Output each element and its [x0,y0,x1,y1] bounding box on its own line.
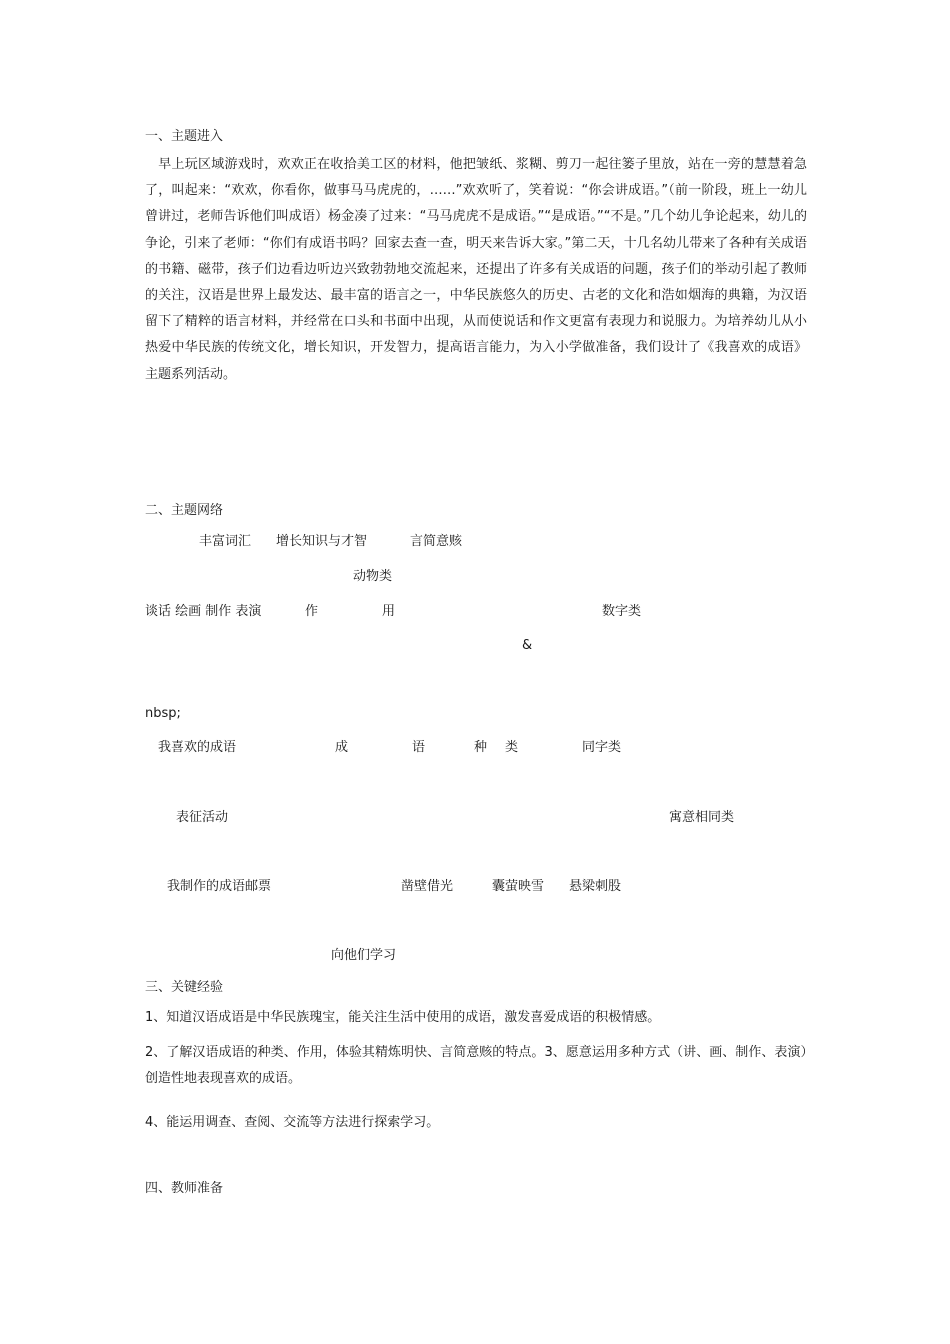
node-rich-vocab: 丰富词汇 [199,534,252,549]
node-zhong: 种 [474,740,488,755]
node-activities: 谈话 绘画 制作 表演 [145,604,262,619]
node-learn: 向他们学习 [331,948,397,963]
section-1-paragraph [145,152,807,388]
node-center: 我喜欢的成语 [158,740,237,755]
node-same-meaning: 寓意相同类 [669,810,735,825]
node-stamps: 我制作的成语邮票 [167,879,272,894]
node-yu: 语 [412,740,426,755]
node-same-char: 同字类 [582,740,622,755]
stray-nbsp: nbsp; [145,706,181,721]
key-experience-item-4: 4、能运用调查、查阅、交流等方法进行探索学习。 [145,1115,440,1130]
node-animals: 动物类 [353,569,393,584]
node-expression: 表征活动 [176,810,229,825]
node-lei: 类 [505,740,519,755]
section-1-paragraph-text: 早上玩区域游戏时，欢欢正在收拾美工区的材料，他把皱纸、浆糊、剪刀一起往篓子里放，站在一旁的慧慧着急了，叫起来：“欢欢，你看你，做事马马虎虎的，……”欢欢听了，笑着说：“你会讲成语。”（前一阶段，班上一幼儿曾讲过，老师告诉他们叫成语）杨金凑了过来：“马马虎虎不是成语。”“是成语。”“不是。”几个幼儿争论起来，幼儿的争论，引来了老师：“你们有成语书吗？回家去查一查，明天来告诉大家。”第二天，十几名幼儿带来了各种有关成语的书籍、磁带，孩子们边看边听边兴致勃勃地交流起来，还提出了许多有关成语的问题，孩子们的举动引起了教师的关注，汉语是世界上最发达、最丰富的语言之一，中华民族悠久的历史、古老的文化和浩如烟海的典籍，为汉语留下了精粹的语言材料，并经常在口头和书面中出现，从而使说话和作文更富有表现力和说服力。为培养幼儿从小热爱中华民族的传统文化，增长知识，开发智力，提高语言能力，为入小学做准备，我们设计了《我喜欢的成语》主题系列活动。 [145,157,807,382]
node-zuo: 作 [305,604,319,619]
stray-ampersand: & [522,638,533,653]
node-numbers: 数字类 [602,604,642,619]
node-concise: 言简意赅 [410,534,463,549]
section-3-heading: 三、关键经验 [145,980,224,995]
node-grow-knowledge: 增长知识与才智 [276,534,368,549]
section-1-heading: 一、主题进入 [145,129,224,144]
node-idiom-2: 囊萤映雪 [492,879,545,894]
node-cheng: 成 [335,740,349,755]
node-idiom-3: 悬梁刺股 [569,879,622,894]
key-experience-item-1: 1、知道汉语成语是中华民族瑰宝，能关注生活中使用的成语，激发喜爱成语的积极情感。 [145,1010,661,1025]
section-4-heading: 四、教师准备 [145,1181,224,1196]
section-2-heading: 二、主题网络 [145,503,224,518]
node-yong: 用 [382,604,396,619]
node-idiom-1: 凿壁借光 [401,879,454,894]
key-experience-item-2-3: 2、了解汉语成语的种类、作用，体验其精炼明快、言简意赅的特点。3、愿意运用多种方式（讲、画、制作、表演）创造性地表现喜欢的成语。 [145,1045,807,1087]
